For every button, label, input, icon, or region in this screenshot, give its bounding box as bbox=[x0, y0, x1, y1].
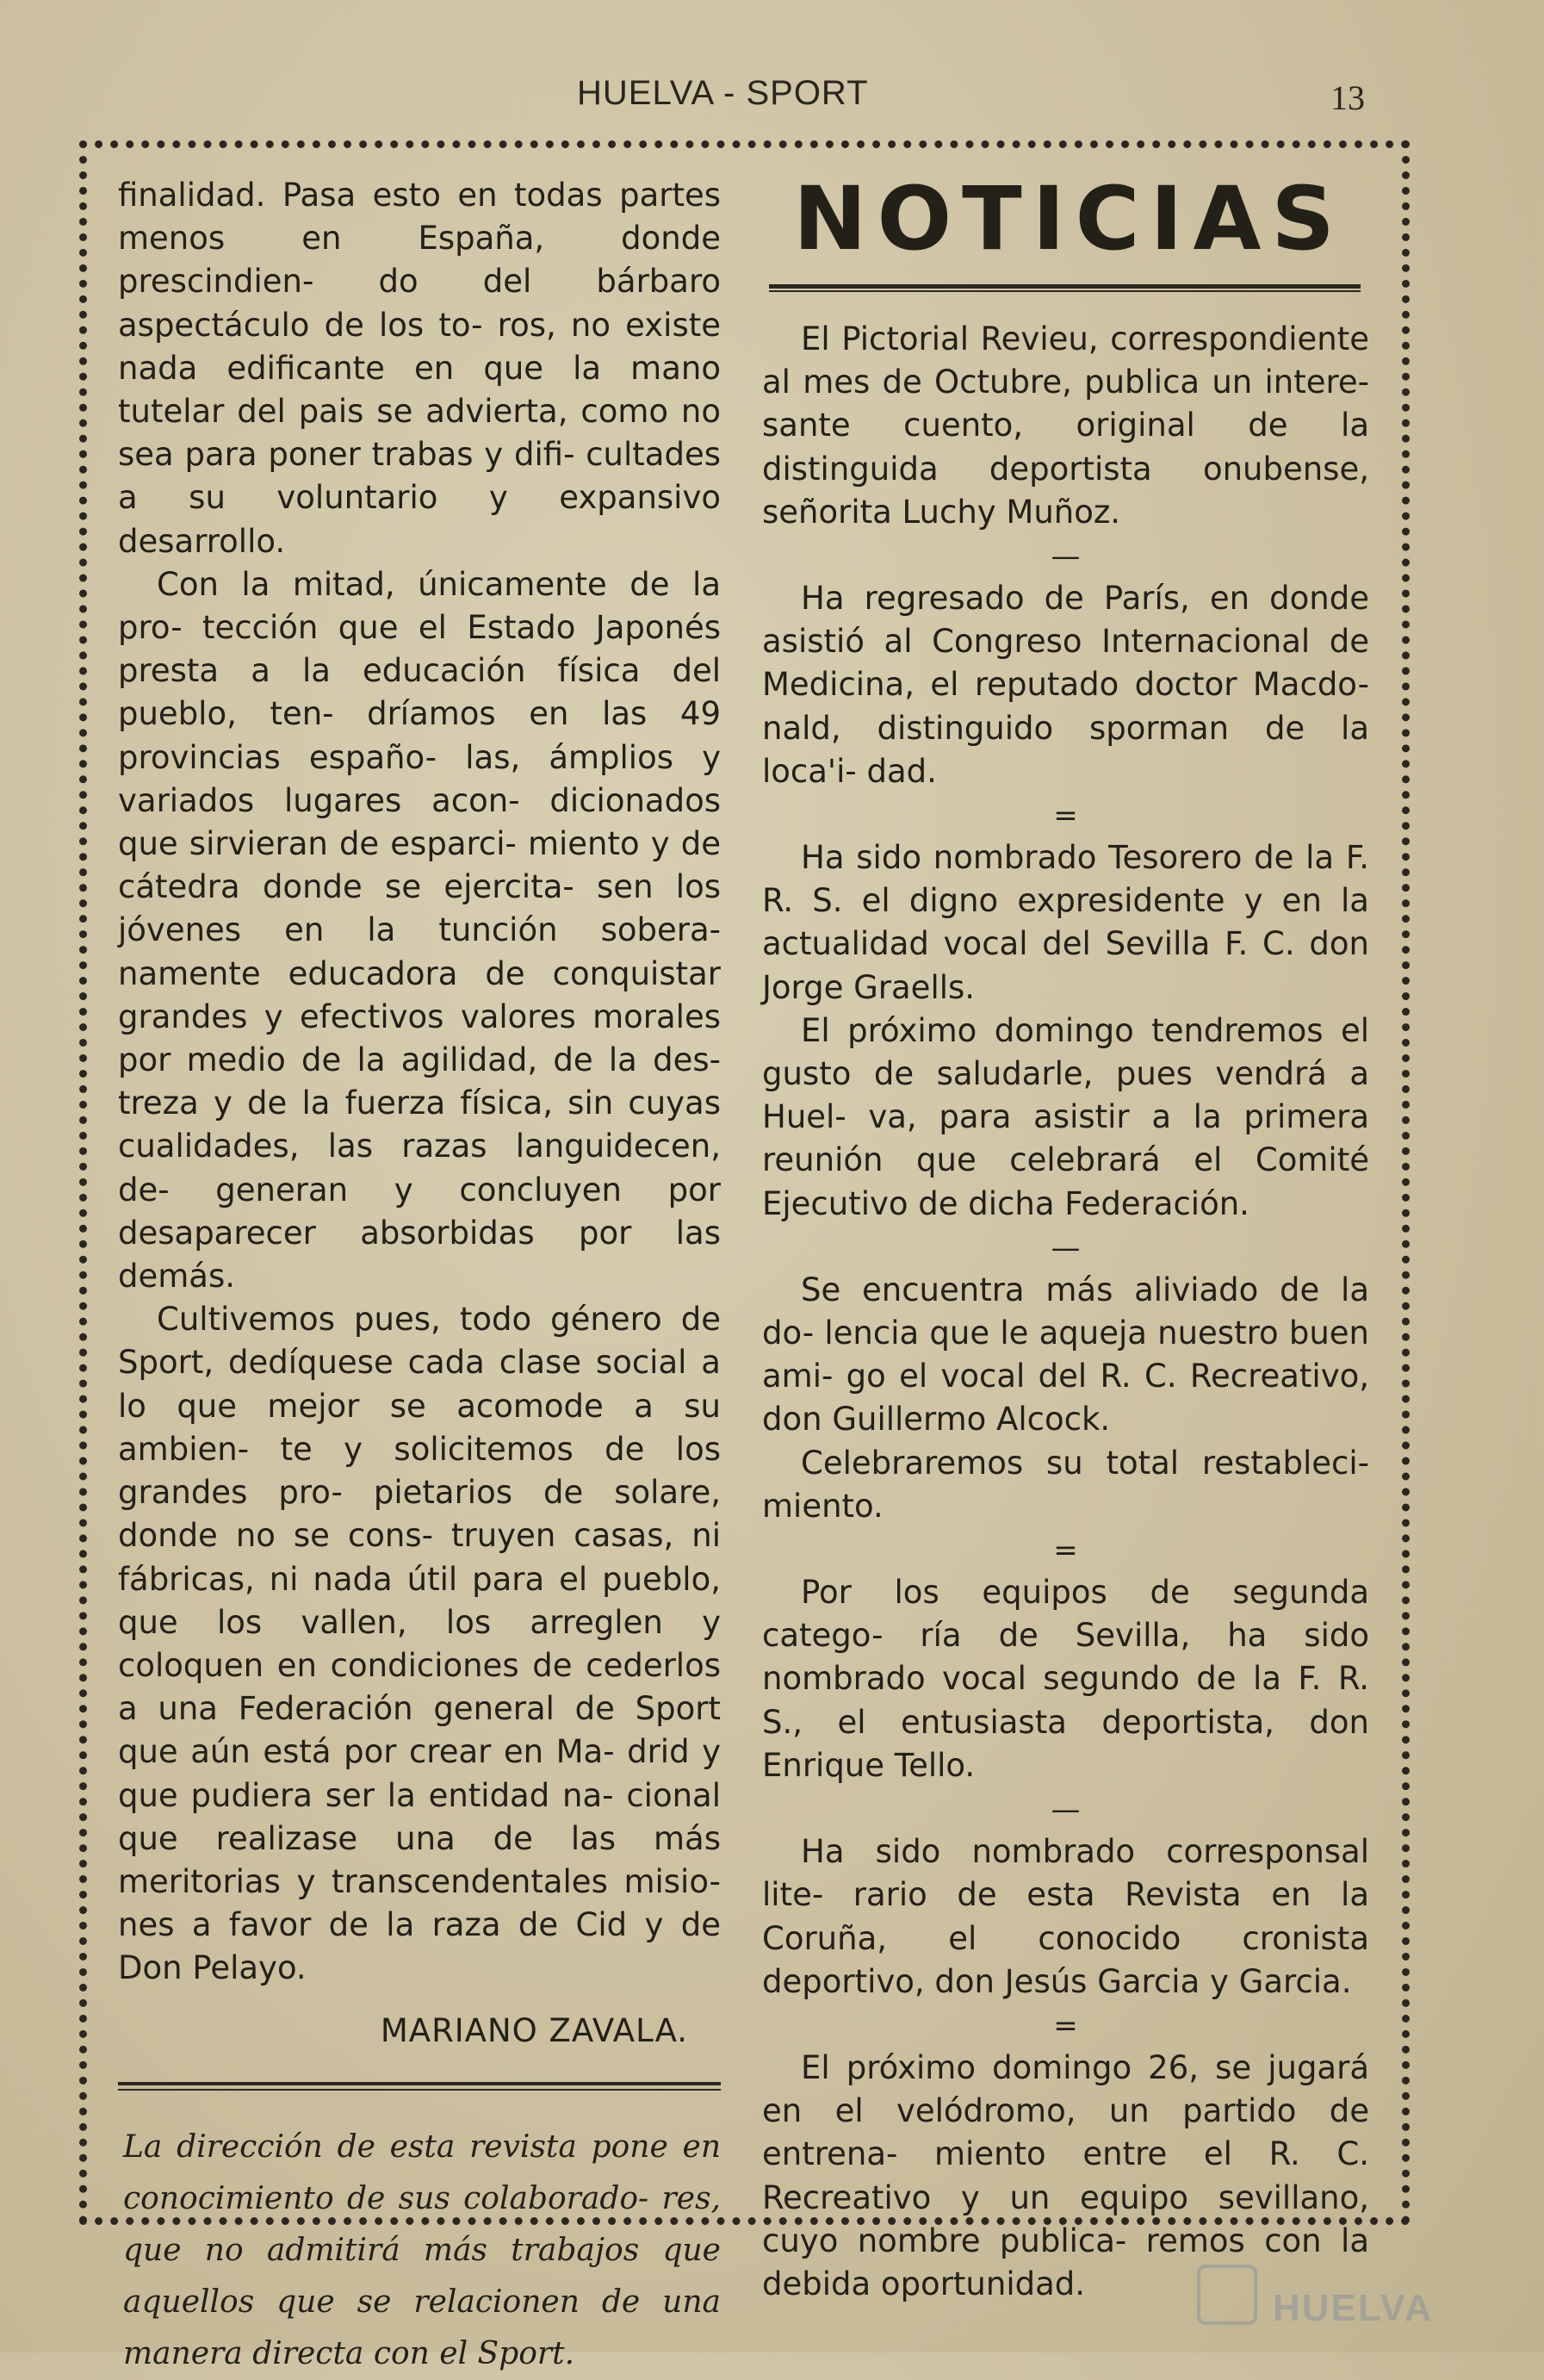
news-item: El próximo domingo tendremos el gusto de saludarle, pues vendrá a Huel- va, para asistir a la primera reunión que celebrará el Comité Ejecutivo de dicha Federación. bbox=[762, 1011, 1369, 1222]
separator: = bbox=[1053, 2008, 1078, 2043]
news-item: Por los equipos de segunda catego- ría de Sevilla, ha sido nombrado vocal segundo de la F. R. S., el entusiasta deportista, don Enrique Tello. bbox=[762, 1574, 1369, 1784]
news-item: Celebraremos su total restableci- miento. bbox=[762, 1444, 1369, 1525]
news-item: El próximo domingo 26, se jugará en el velódromo, un partido de entrena- miento entre el R. C. Recreativo y un equipo sevillano, cuyo nombre publica- remos con la debida oportunidad. bbox=[762, 2048, 1369, 2302]
archive-logo-icon bbox=[1197, 2265, 1257, 2325]
paragraph: Cultivemos pues, todo género de Sport, dedíquese cada clase social a lo que mejor se acomode a su ambien- te y solicitemos de los grandes pro- pietarios de solare, donde no se cons- truyen casas, ni fábricas, ni nada útil para el pueblo, que los vallen, los arreglen y coloquen en condiciones de cederlos a una Federación general de Sport que aún está por crear en Ma- drid y que pudiera ser la entidad na- cional que realizase una de las más meritorias y transcendentales misio- nes a favor de la raza de Cid y de Don Pelayo. bbox=[118, 1301, 721, 1987]
watermark-text: HUELVA bbox=[1273, 2287, 1434, 2329]
title-rule bbox=[769, 284, 1361, 292]
section-title: NOTICIAS bbox=[793, 168, 1345, 270]
author-signature: MARIANO ZAVALA. bbox=[380, 2011, 688, 2049]
page-number: 13 bbox=[1330, 78, 1365, 117]
news-item: Se encuentra más aliviado de la do- lencia que le aqueja nuestro buen ami- go el vocal del R. C. Recreativo, don Guillermo Alcock. bbox=[762, 1271, 1369, 1439]
separator: = bbox=[1053, 1533, 1078, 1569]
editorial-notice: La dirección de esta revista pone en conocimiento de sus colaborado- res, que no admitirá más trabajos que aquellos que se relacionen de una manera directa con el Sport. bbox=[123, 2128, 721, 2371]
news-item: Ha sido nombrado Tesorero de la F. R. S. el digno expresidente y en la actualidad vocal del Sevilla F. C. don Jorge Graells. bbox=[762, 839, 1369, 1006]
separator: — bbox=[1051, 539, 1081, 575]
separator: = bbox=[1053, 799, 1078, 834]
running-title: HUELVA - SPORT bbox=[577, 74, 869, 112]
news-item: El Pictorial Revieu, correspondiente al mes de Octubre, publica un intere- sante cuento, original de la distinguida deportista onubense, señorita Luchy Muñoz. bbox=[762, 320, 1369, 531]
left-column bbox=[118, 174, 721, 2380]
divider bbox=[118, 2082, 721, 2091]
archive-watermark bbox=[1197, 2261, 1481, 2330]
right-column bbox=[762, 164, 1369, 2309]
paragraph: finalidad. Pasa esto en todas partes menos en España, donde prescindien- do del bárbaro aspectáculo de los to- ros, no existe nada edificante en que la mano tutelar del pais se advierta, como no sea para poner trabas y difi- cultades a su voluntario y expansivo desarrollo. bbox=[118, 177, 721, 560]
news-item: Ha sido nombrado corresponsal lite- rario de esta Revista en la Coruña, el conocido cronista deportivo, don Jesús Garcia y Garcia. bbox=[762, 1833, 1369, 2000]
running-head bbox=[0, 74, 1544, 121]
separator: — bbox=[1051, 1793, 1081, 1828]
news-item: Ha regresado de París, en donde asistió al Congreso Internacional de Medicina, el reputado doctor Macdo- nald, distinguido sporman de la loca'i- dad. bbox=[762, 580, 1369, 790]
separator: — bbox=[1051, 1230, 1081, 1265]
paragraph: Con la mitad, únicamente de la pro- tección que el Estado Japonés presta a la educación física del pueblo, ten- dríamos en las 49 provincias españo- las, ámplios y variados lugares acon- dicionados que sirvieran de esparci- miento y de cátedra donde se ejercita- sen los jóvenes en la tunción sobera- namente educadora de conquistar grandes y efectivos valores morales por medio de la agilidad, de la des- treza y de la fuerza física, sin cuyas cualidades, las razas languidecen, de- generan y concluyen por desaparecer absorbidas por las demás. bbox=[118, 565, 721, 1296]
